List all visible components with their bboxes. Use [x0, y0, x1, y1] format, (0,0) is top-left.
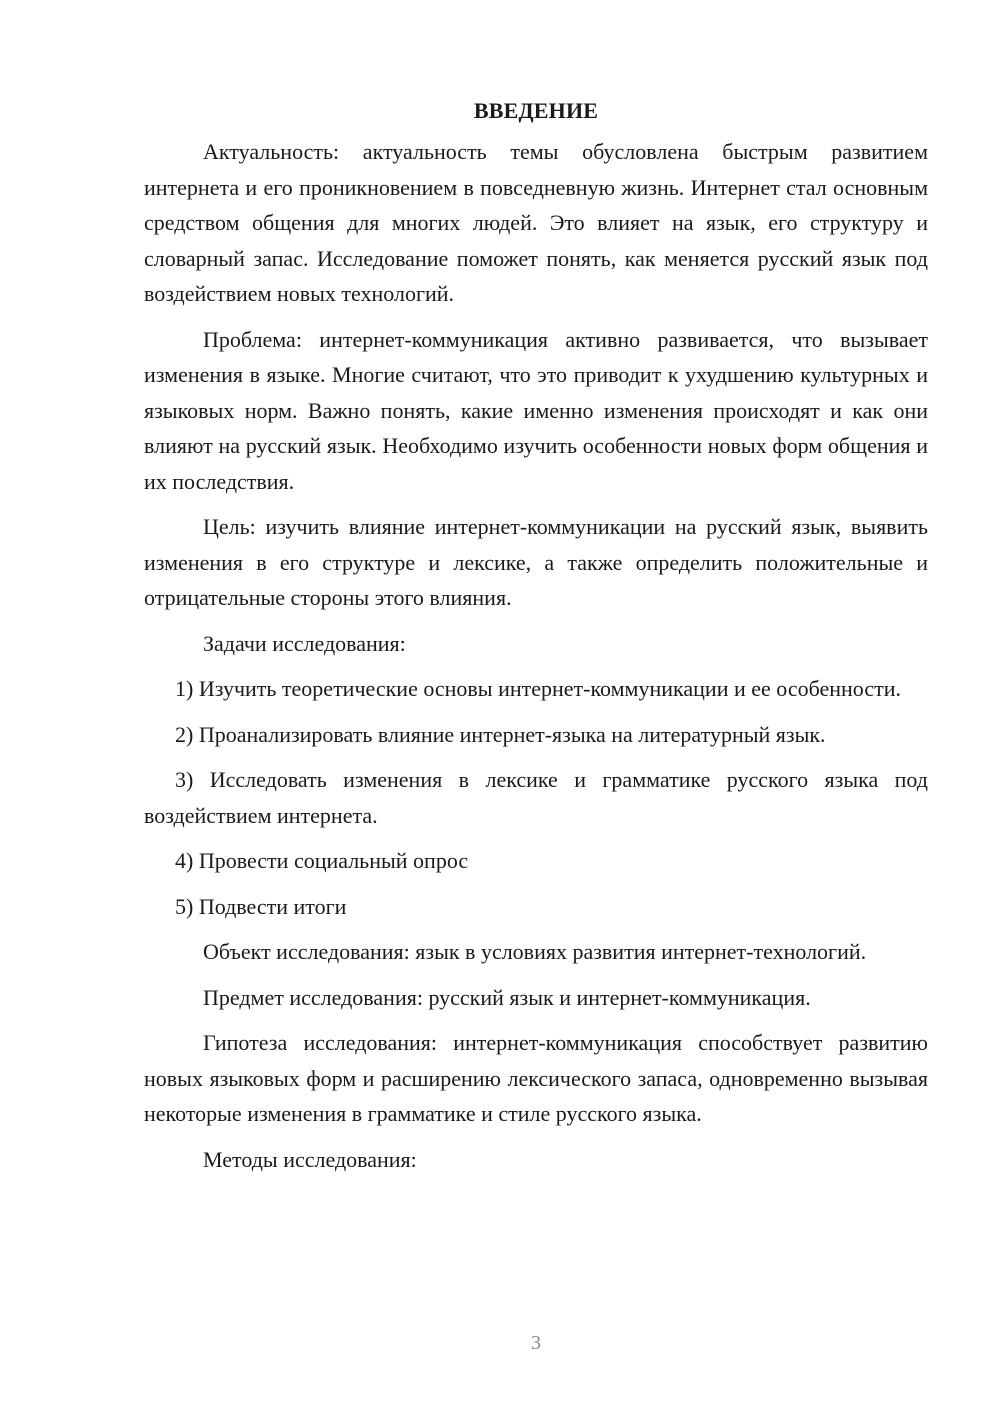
task-item-5: 5) Подвести итоги	[175, 893, 347, 919]
object-paragraph: Объект исследования: язык в условиях развития интернет-технологий.	[203, 939, 867, 964]
task-item-1: 1) Изучить теоретические основы интернет-коммуникации и ее особенности.	[175, 676, 901, 701]
relevance-paragraph: Актуальность: актуальность темы обусловлена быстрым развитием интернета и его проникновением в повседневную жизнь. Интернет стал основным средством общения для многих людей. Это влияет на язык, его структуру и словарный запас. Исследование поможет понять, как меняется русский язык под воздействием новых технологий.	[144, 139, 928, 306]
task-item-4: 4) Провести социальный опрос	[175, 848, 469, 873]
tasks-heading: Задачи исследования:	[203, 630, 406, 656]
methods-heading: Методы исследования:	[203, 1146, 417, 1172]
goal-paragraph: Цель: изучить влияние интернет-коммуникации на русский язык, выявить изменения в его структуре и лексике, а также определить положительные и отрицательные стороны этого влияния.	[144, 514, 928, 610]
subject-paragraph: Предмет исследования: русский язык и интернет-коммуникация.	[203, 984, 811, 1010]
document-page	[144, 94, 928, 1177]
hypothesis-paragraph: Гипотеза исследования: интернет-коммуникация способствует развитию новых языковых форм и расширению лексического запаса, одновременно вызывая некоторые изменения в грамматике и стиле русского языка.	[144, 1030, 928, 1126]
task-item-2: 2) Проанализировать влияние интернет-языка на литературный язык.	[175, 721, 826, 747]
task-item-3: 3) Исследовать изменения в лексике и грамматике русского языка под воздействием интернета.	[144, 767, 928, 828]
page-number: 3	[531, 1332, 541, 1354]
section-title: ВВЕДЕНИЕ	[473, 98, 599, 123]
problem-paragraph: Проблема: интернет-коммуникация активно развивается, что вызывает изменения в языке. Многие считают, что это приводит к ухудшению культурных и языковых норм. Важно понять, какие именно изменения происходят и как они влияют на русский язык. Необходимо изучить особенности новых форм общения и их последствия.	[144, 326, 928, 494]
